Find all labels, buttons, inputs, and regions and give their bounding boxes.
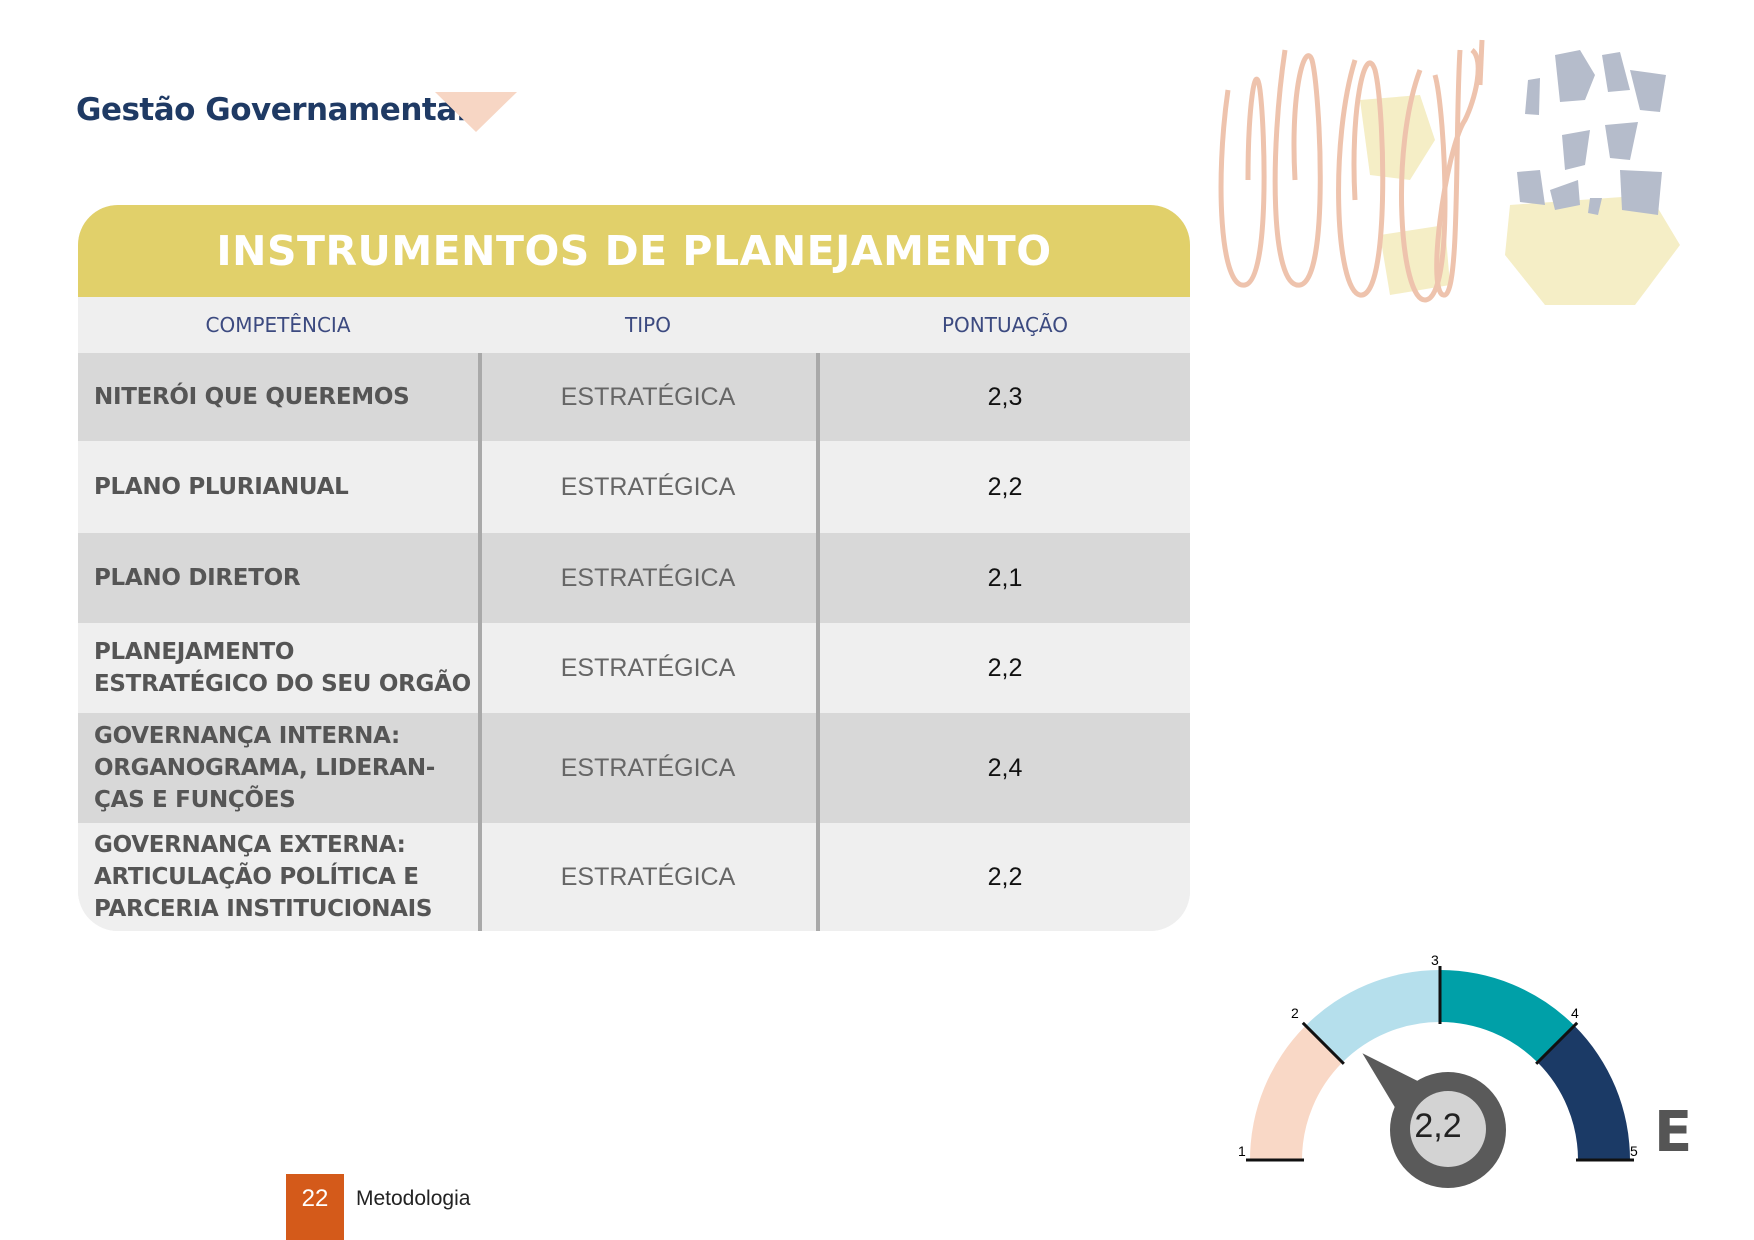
table-banner bbox=[78, 205, 1190, 297]
cell-tipo: ESTRATÉGICA bbox=[560, 753, 736, 782]
grade-letter: E bbox=[1654, 1100, 1693, 1165]
decorative-illustration bbox=[1210, 30, 1700, 310]
cell-tipo: ESTRATÉGICA bbox=[560, 472, 736, 501]
cell-competencia: PLANO PLURIANUAL bbox=[94, 474, 349, 500]
gauge-tick-label: 4 bbox=[1571, 1005, 1579, 1021]
table-row bbox=[78, 533, 1190, 623]
cell-competencia: PLANO DIRETOR bbox=[94, 565, 301, 591]
column-divider bbox=[478, 353, 482, 931]
table-row bbox=[78, 441, 1190, 533]
gauge-value: 2,2 bbox=[1414, 1107, 1462, 1145]
table-row bbox=[78, 353, 1190, 441]
gauge-tick-label: 1 bbox=[1238, 1143, 1246, 1159]
cell-tipo: ESTRATÉGICA bbox=[560, 382, 736, 411]
cell-competencia: GOVERNANÇA EXTERNA: ARTICULAÇÃO POLÍTICA E PARCERIA INSTITUCIONAIS bbox=[94, 832, 433, 922]
score-gauge bbox=[1230, 950, 1650, 1220]
cell-tipo: ESTRATÉGICA bbox=[560, 862, 736, 891]
section-label: Metodologia bbox=[356, 1187, 471, 1210]
column-header-pontuacao: PONTUAÇÃO bbox=[942, 313, 1068, 337]
header-triangle-decoration bbox=[435, 92, 517, 132]
column-divider bbox=[816, 353, 820, 931]
page-title: Gestão Governamental bbox=[76, 92, 467, 128]
table-row bbox=[78, 713, 1190, 823]
gauge-tick-label: 3 bbox=[1431, 952, 1439, 968]
cell-pontuacao: 2,3 bbox=[987, 382, 1023, 411]
cell-tipo: ESTRATÉGICA bbox=[560, 563, 736, 592]
gauge-tick-label: 5 bbox=[1630, 1143, 1638, 1159]
gauge-tick-label: 2 bbox=[1291, 1005, 1299, 1021]
cell-competencia: PLANEJAMENTO ESTRATÉGICO DO SEU ORGÃO bbox=[94, 639, 471, 697]
cell-tipo: ESTRATÉGICA bbox=[560, 653, 736, 682]
column-header-tipo: TIPO bbox=[625, 313, 671, 337]
table-body bbox=[78, 353, 1190, 931]
cell-pontuacao: 2,4 bbox=[987, 753, 1023, 782]
cell-pontuacao: 2,2 bbox=[987, 472, 1023, 501]
table-row bbox=[78, 623, 1190, 713]
column-header-competencia: COMPETÊNCIA bbox=[205, 313, 351, 337]
page-number: 22 bbox=[286, 1174, 344, 1240]
cell-competencia: NITERÓI QUE QUEREMOS bbox=[94, 384, 410, 410]
table-title: INSTRUMENTOS DE PLANEJAMENTO bbox=[216, 227, 1052, 275]
cell-competencia: GOVERNANÇA INTERNA: ORGANOGRAMA, LIDERAN-ÇAS E FUNÇÕES bbox=[94, 723, 436, 813]
cell-pontuacao: 2,1 bbox=[987, 563, 1023, 592]
table-row bbox=[78, 823, 1190, 931]
cell-pontuacao: 2,2 bbox=[987, 862, 1023, 891]
cell-pontuacao: 2,2 bbox=[987, 653, 1023, 682]
planning-instruments-table bbox=[78, 205, 1190, 931]
